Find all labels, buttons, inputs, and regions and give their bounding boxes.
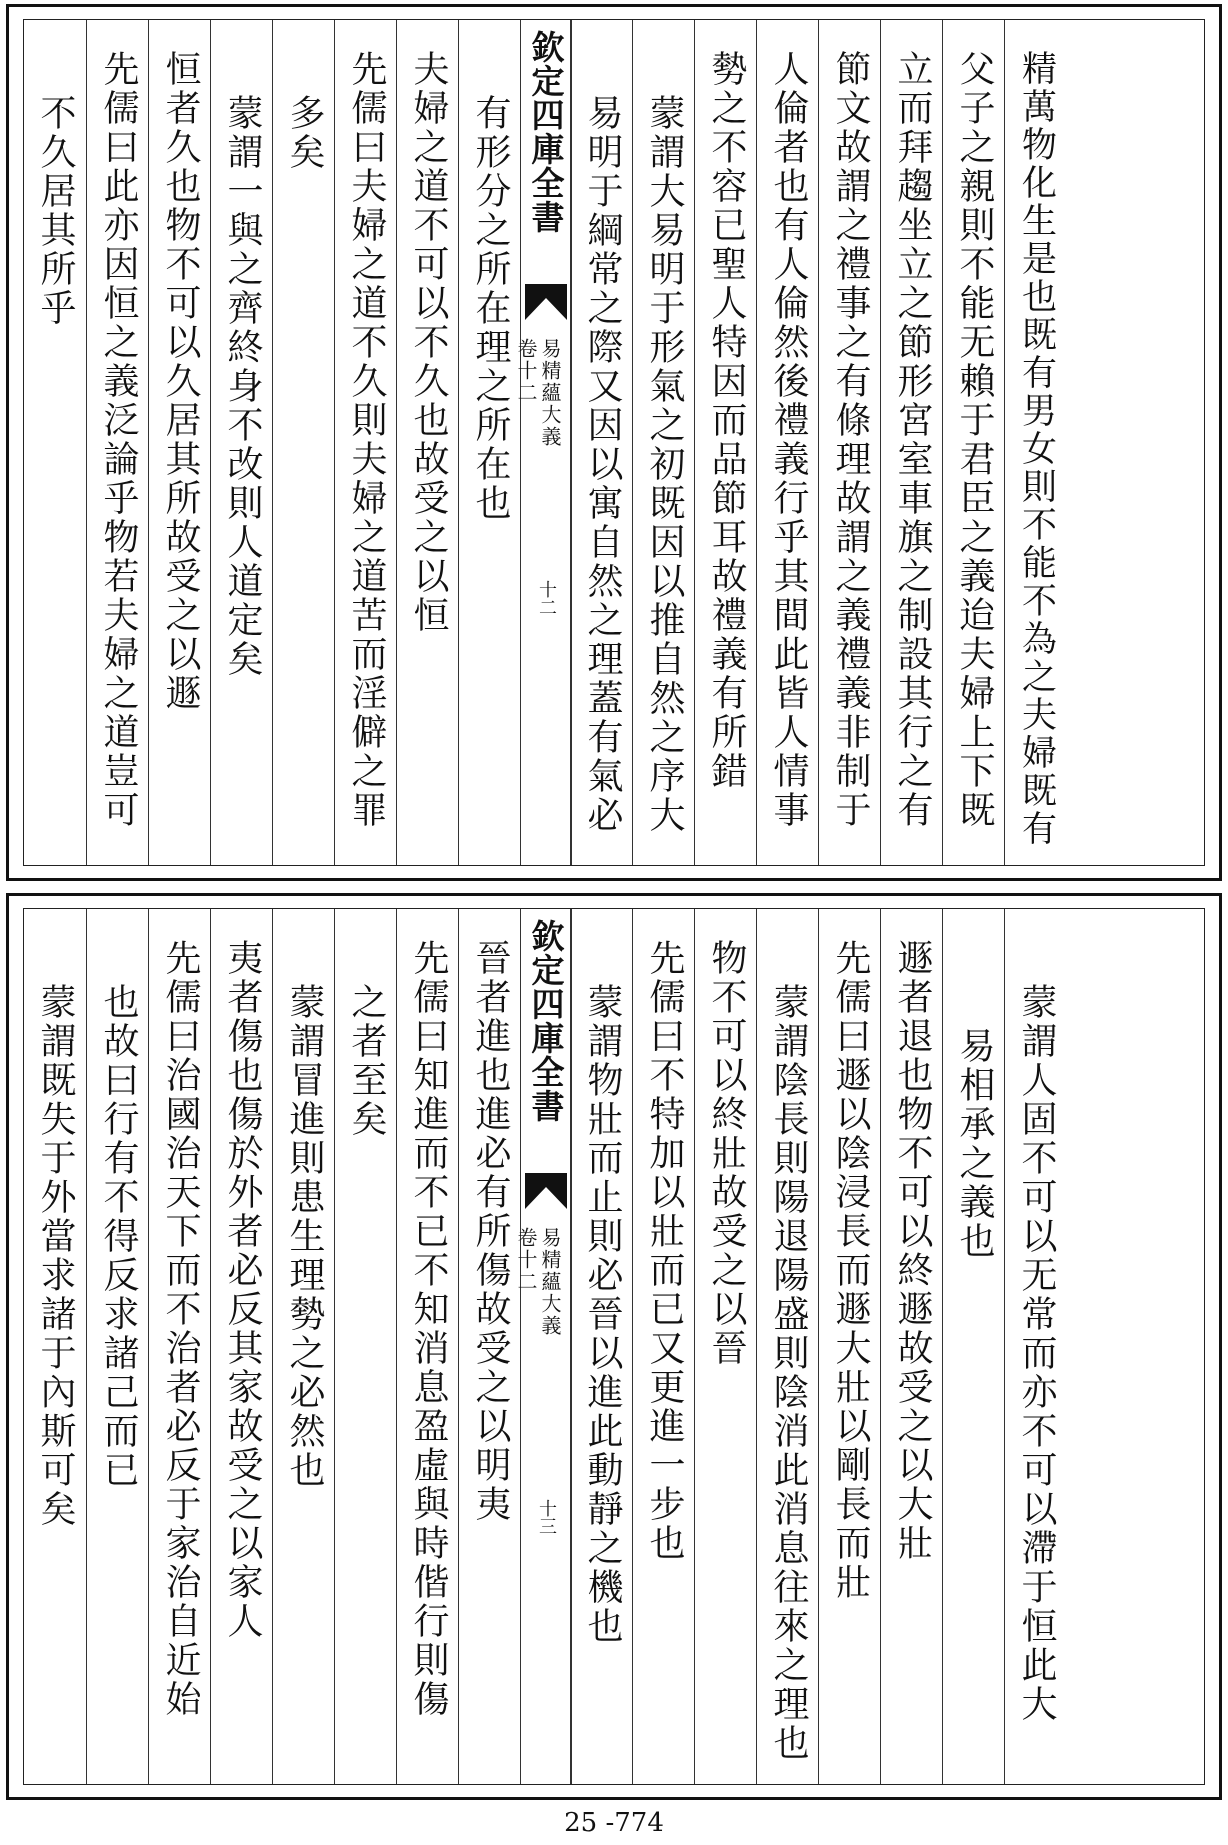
text-column <box>756 20 819 865</box>
column-text: 蒙謂大易明于形氣之初既因以推自然之序大 <box>644 94 685 835</box>
column-text: 物不可以終壯故受之以晉 <box>706 939 747 1368</box>
text-column <box>272 909 335 1784</box>
text-column <box>570 909 633 1784</box>
column-text: 先儒曰不特加以壯而已又更進一步也 <box>644 939 685 1563</box>
column-text: 遯者退也物不可以終遯故受之以大壯 <box>892 939 933 1563</box>
text-column <box>210 909 273 1784</box>
text-column <box>396 20 459 865</box>
text-column <box>942 909 1005 1784</box>
juan-number: 卷十二 <box>514 1227 538 1293</box>
column-text: 夫婦之道不可以不久也故受之以恒 <box>408 50 449 635</box>
column-text: 蒙謂既失于外當求諸于內斯可矣 <box>35 983 76 1529</box>
juan-number: 卷十二 <box>514 338 538 404</box>
center-fold-column <box>514 909 572 1784</box>
column-text: 人倫者也有人倫然後禮義行乎其間此皆人情事 <box>768 50 809 830</box>
column-text: 也故曰行有不得反求諸己而已 <box>98 983 139 1490</box>
column-text: 先儒曰夫婦之道不久則夫婦之道苦而淫僻之罪 <box>346 50 387 830</box>
column-text: 之者至矣 <box>346 983 387 1139</box>
text-column <box>756 909 819 1784</box>
fish-tail-mark <box>525 284 567 320</box>
column-text: 立而拜趨坐立之節形宮室車旗之制設其行之有 <box>892 50 933 830</box>
column-text: 父子之親則不能无賴于君臣之義迨夫婦上下既 <box>954 50 995 830</box>
collection-title: 欽定四庫全書 <box>526 30 566 234</box>
column-text: 蒙謂冒進則患生理勢之必然也 <box>284 983 325 1490</box>
book-title: 易精蘊大義 <box>538 1227 562 1337</box>
text-column <box>334 20 397 865</box>
column-text: 蒙謂物壯而止則必晉以進此動靜之機也 <box>582 983 623 1646</box>
column-text: 晉者進也進必有所傷故受之以明夷 <box>470 939 511 1524</box>
text-column <box>334 909 397 1784</box>
bottom-page <box>6 893 1222 1800</box>
collection-title: 欽定四庫全書 <box>526 919 566 1123</box>
text-column <box>818 909 881 1784</box>
text-column <box>1004 909 1067 1784</box>
text-column <box>148 20 211 865</box>
text-column <box>632 909 695 1784</box>
leaf-number: 十二 <box>536 580 557 616</box>
fish-tail-mark <box>525 1173 567 1209</box>
text-column <box>24 909 86 1784</box>
column-text: 恒者久也物不可以久居其所故受之以遯 <box>160 50 201 713</box>
column-text: 蒙謂一與之齊終身不改則人道定矣 <box>222 94 263 679</box>
text-column <box>632 20 695 865</box>
column-text: 易明于綱常之際又因以寓自然之理蓋有氣必 <box>582 94 623 835</box>
column-text: 易相承之義也 <box>954 1027 995 1261</box>
top-page-frame <box>23 19 1205 866</box>
text-column <box>24 20 86 865</box>
text-column <box>272 20 335 865</box>
leaf-number: 十三 <box>536 1499 557 1535</box>
book-title: 易精蘊大義 <box>538 338 562 448</box>
column-text: 不久居其所乎 <box>35 94 76 328</box>
text-column <box>458 909 521 1784</box>
text-column <box>86 20 149 865</box>
column-text: 有形分之所在理之所在也 <box>470 94 511 523</box>
column-text: 先儒曰知進而不已不知消息盈虛與時偕行則傷 <box>408 939 449 1719</box>
column-text: 先儒曰遯以陰浸長而遯大壯以剛長而壯 <box>830 939 871 1602</box>
text-column <box>880 909 943 1784</box>
text-column <box>880 20 943 865</box>
column-text: 精萬物化生是也既有男女則不能不為之夫婦既有 <box>1016 50 1057 848</box>
text-column <box>694 20 757 865</box>
bottom-page-frame <box>23 908 1205 1785</box>
page-number: 25 -774 <box>564 1808 664 1838</box>
text-column <box>570 20 633 865</box>
center-fold-column <box>514 20 572 865</box>
column-text: 勢之不容已聖人特因而品節耳故禮義有所錯 <box>706 50 747 791</box>
column-text: 節文故謂之禮事之有條理故謂之義禮義非制于 <box>830 50 871 830</box>
column-text: 先儒曰此亦因恒之義泛論乎物若夫婦之道豈可 <box>98 50 139 830</box>
column-text: 先儒曰治國治天下而不治者必反于家治自近始 <box>160 939 201 1719</box>
text-column <box>942 20 1005 865</box>
text-column <box>818 20 881 865</box>
top-page <box>6 4 1222 881</box>
text-column <box>1004 20 1067 865</box>
column-text: 多矣 <box>284 94 325 172</box>
text-column <box>210 20 273 865</box>
text-column <box>396 909 459 1784</box>
text-column <box>148 909 211 1784</box>
column-text: 蒙謂陰長則陽退陽盛則陰消此消息往來之理也 <box>768 983 809 1763</box>
text-column <box>458 20 521 865</box>
column-text: 夷者傷也傷於外者必反其家故受之以家人 <box>222 939 263 1641</box>
text-column <box>694 909 757 1784</box>
column-text: 蒙謂人固不可以无常而亦不可以滯于恒此大 <box>1016 983 1057 1724</box>
text-column <box>86 909 149 1784</box>
